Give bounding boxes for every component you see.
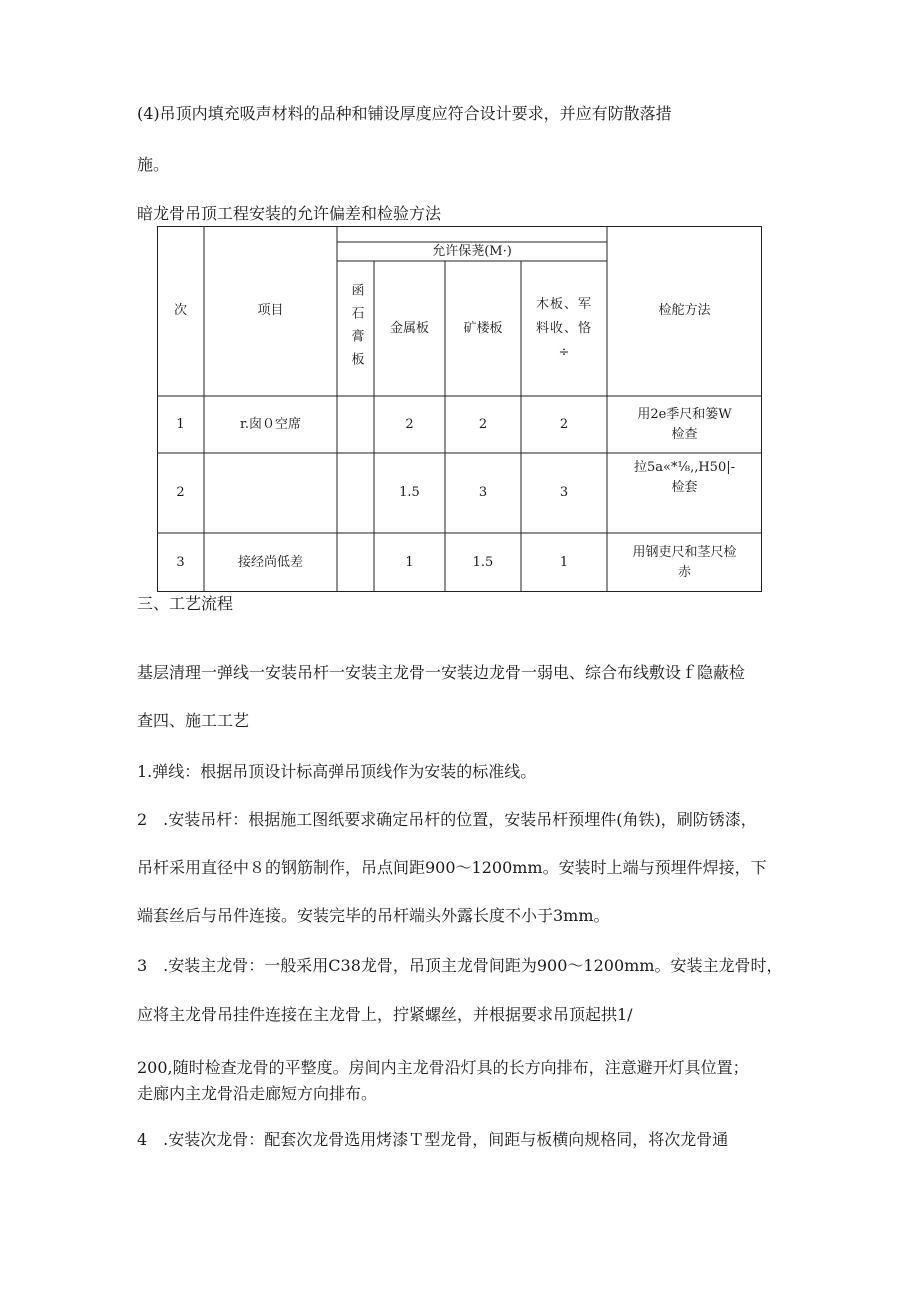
header-gypsum-board-text: 函石膏板 — [348, 282, 364, 375]
header-no: 次 — [173, 303, 187, 318]
row3-method-line1: 用钢吏尺和茎尺检 — [632, 544, 737, 560]
header-method: 检舵方法 — [658, 303, 711, 318]
step-2-line-2: 吊杆采用直径中８的钢筋制作，吊点间距900～1200mm。安装时上端与预埋件焊接，下 — [137, 858, 767, 877]
row1-v2: 2 — [405, 416, 414, 432]
row1-no: 1 — [176, 416, 185, 432]
row1-method-line1: 用2e季尺和篓W — [637, 406, 732, 422]
step-3-line-3: 200,随时检查龙骨的平整度。房间内主龙骨沿灯具的长方向排布，注意避开灯具位置； — [137, 1058, 749, 1077]
step-1: 1.弹线：根据吊顶设计标高弹吊顶线作为安装的标准线。 — [137, 762, 537, 781]
step-3-line-4: 走廊内主龙骨沿走廊短方向排布。 — [137, 1084, 378, 1103]
row1-v3: 2 — [478, 416, 488, 432]
header-mineral-board: 矿楼板 — [463, 320, 503, 336]
step-2-line-1: 2 .安装吊杆：根据施工图纸要求确定吊杆的位置，安装吊杆预埋件(角铁)，刷防锈漆， — [137, 810, 757, 829]
paragraph-1-line-1: (4)吊顶内填充吸声材料的品种和铺设厚度应符合设计要求，并应有防散落措 — [137, 104, 672, 123]
header-wood-board-line3: ÷ — [558, 344, 570, 360]
table-caption: 暗龙骨吊顶工程安装的允许偏差和检验方法 — [137, 204, 442, 223]
tolerance-table — [157, 226, 762, 592]
row1-v4: 2 — [559, 416, 569, 432]
row2-v4: 3 — [559, 485, 569, 500]
row2-v3: 3 — [478, 485, 488, 500]
paragraph-1-line-2: 施。 — [137, 155, 170, 174]
step-3-line-2: 应将主龙骨吊挂件连接在主龙骨上，拧紧螺丝，并根据要求吊顶起拱1/ — [137, 1005, 633, 1024]
row2-no: 2 — [176, 485, 185, 500]
row3-item: 接经尚低差 — [237, 554, 303, 570]
header-allowed-deviation: 允许保荛(M·) — [432, 243, 512, 259]
row1-method — [607, 396, 762, 453]
header-wood-board-line1: 木板、军 — [535, 296, 592, 312]
header-metal-board: 金属板 — [389, 320, 429, 336]
row1-method-line2: 检查 — [671, 426, 698, 442]
section-3-heading: 三、工艺流程 — [137, 594, 234, 613]
header-item: 项目 — [257, 303, 284, 318]
row3-no: 3 — [176, 554, 185, 570]
flow-line-2: 查四、施工工艺 — [137, 711, 250, 730]
header-wood-board-line2: 料收、恪 — [535, 320, 592, 336]
row3-method — [607, 533, 762, 592]
row3-v2: 1 — [405, 554, 414, 570]
step-2-line-3: 端套丝后与吊件连接。安装完毕的吊杆端头外露长度不小于3mm。 — [137, 906, 610, 925]
header-wood-board — [521, 261, 607, 396]
header-gypsum-board — [337, 261, 374, 396]
row1-item: r.囱０空席 — [240, 416, 301, 432]
row2-method — [607, 453, 762, 503]
row3-v4: 1 — [559, 554, 569, 570]
row2-v2: 1.5 — [399, 485, 420, 500]
step-4-line-1: 4 .安装次龙骨：配套次龙骨选用烤漆Ｔ型龙骨，间距与板横向规格同，将次龙骨通 — [137, 1130, 729, 1149]
row3-v3: 1.5 — [472, 554, 494, 570]
row2-method-line2: 检套 — [671, 480, 698, 495]
flow-line-1: 基层清理一弹线一安装吊杆一安装主龙骨一安装边龙骨一弱电、综合布线敷设ｆ隐蔽检 — [137, 663, 746, 682]
row2-method-line1: 拉5a«*⅛,,H50|- — [634, 460, 735, 475]
row3-method-line2: 赤 — [677, 564, 691, 580]
step-3-line-1: 3 .安装主龙骨：一般采用C38龙骨，吊顶主龙骨间距为900～1200mm。安装主龙骨时， — [137, 956, 783, 975]
